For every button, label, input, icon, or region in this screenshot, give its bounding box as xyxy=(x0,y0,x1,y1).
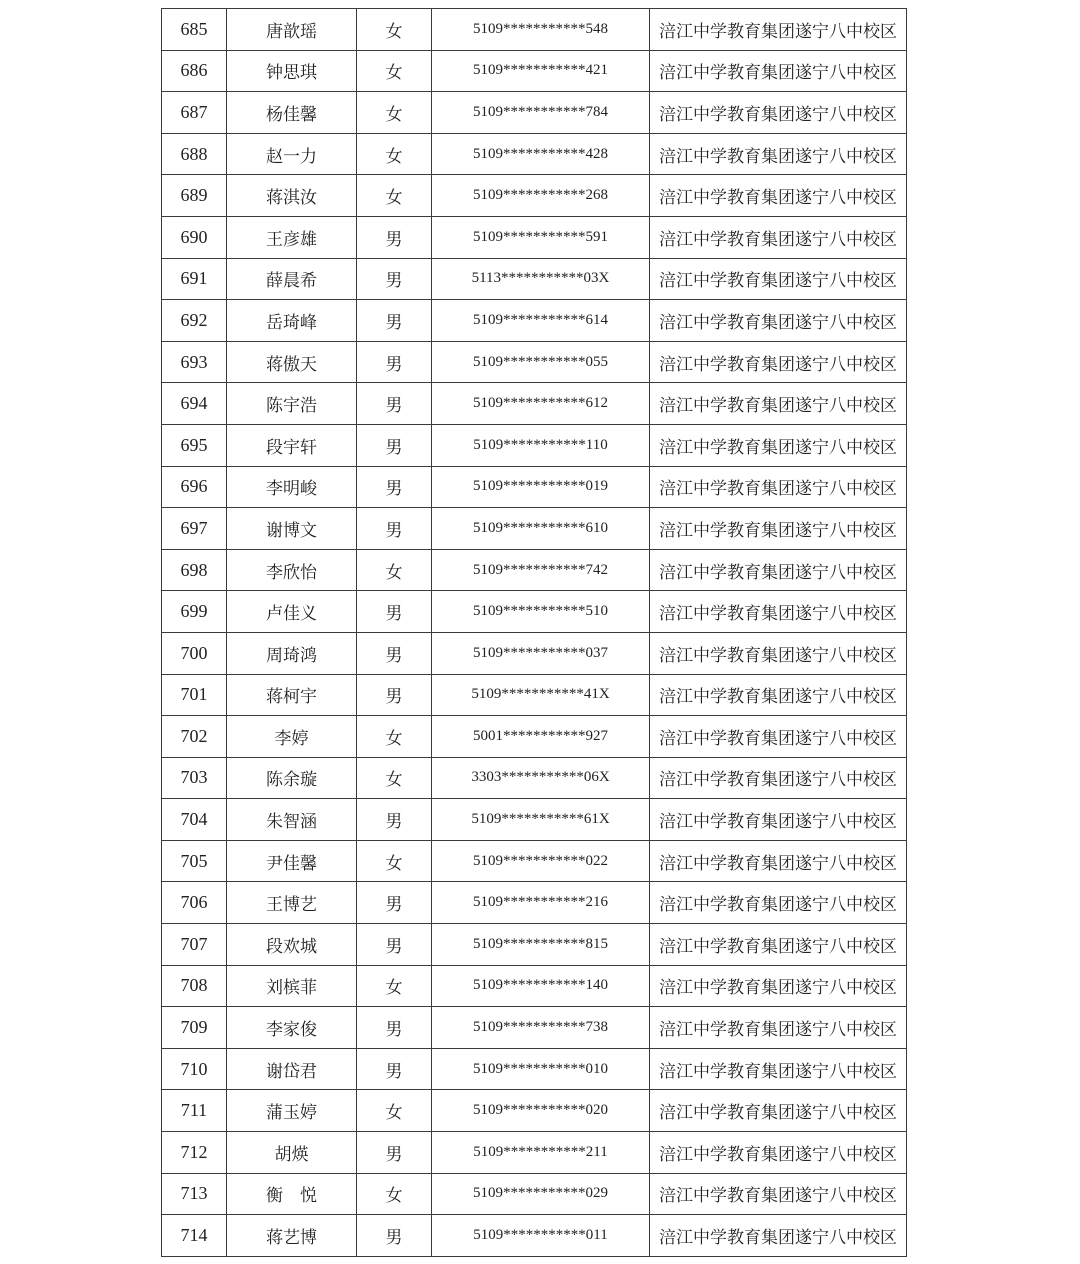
student-name: 蒋艺博 xyxy=(227,1215,357,1257)
school-name: 涪江中学教育集团遂宁八中校区 xyxy=(650,508,907,550)
row-number: 696 xyxy=(162,466,227,508)
student-id-number: 5109***********268 xyxy=(432,175,650,217)
student-gender: 男 xyxy=(357,632,432,674)
school-name: 涪江中学教育集团遂宁八中校区 xyxy=(650,258,907,300)
table-row xyxy=(162,216,907,258)
student-name: 薛晨希 xyxy=(227,258,357,300)
student-id-number: 5109***********510 xyxy=(432,591,650,633)
student-name: 刘槟菲 xyxy=(227,965,357,1007)
school-name: 涪江中学教育集团遂宁八中校区 xyxy=(650,965,907,1007)
student-gender: 女 xyxy=(357,175,432,217)
school-name: 涪江中学教育集团遂宁八中校区 xyxy=(650,216,907,258)
student-name: 杨佳馨 xyxy=(227,92,357,134)
student-name: 周琦鸿 xyxy=(227,632,357,674)
row-number: 695 xyxy=(162,424,227,466)
student-gender: 女 xyxy=(357,965,432,1007)
row-number: 691 xyxy=(162,258,227,300)
student-id-number: 5109***********020 xyxy=(432,1090,650,1132)
student-gender: 女 xyxy=(357,1090,432,1132)
student-gender: 女 xyxy=(357,50,432,92)
table-row xyxy=(162,840,907,882)
student-gender: 男 xyxy=(357,300,432,342)
school-name: 涪江中学教育集团遂宁八中校区 xyxy=(650,1007,907,1049)
student-gender: 女 xyxy=(357,1173,432,1215)
student-gender: 女 xyxy=(357,9,432,51)
table-row xyxy=(162,799,907,841)
student-name: 陈宇浩 xyxy=(227,383,357,425)
student-name: 蒲玉婷 xyxy=(227,1090,357,1132)
student-id-number: 5109***********738 xyxy=(432,1007,650,1049)
student-name: 王博艺 xyxy=(227,882,357,924)
row-number: 713 xyxy=(162,1173,227,1215)
row-number: 704 xyxy=(162,799,227,841)
table-row xyxy=(162,924,907,966)
table-row xyxy=(162,300,907,342)
row-number: 687 xyxy=(162,92,227,134)
school-name: 涪江中学教育集团遂宁八中校区 xyxy=(650,757,907,799)
student-id-number: 5109***********216 xyxy=(432,882,650,924)
student-gender: 女 xyxy=(357,757,432,799)
row-number: 692 xyxy=(162,300,227,342)
school-name: 涪江中学教育集团遂宁八中校区 xyxy=(650,840,907,882)
table-row xyxy=(162,424,907,466)
student-id-number: 5109***********211 xyxy=(432,1132,650,1174)
table-row xyxy=(162,466,907,508)
student-id-number: 5109***********029 xyxy=(432,1173,650,1215)
school-name: 涪江中学教育集团遂宁八中校区 xyxy=(650,1048,907,1090)
student-gender: 女 xyxy=(357,549,432,591)
table-row xyxy=(162,591,907,633)
table-row xyxy=(162,716,907,758)
school-name: 涪江中学教育集团遂宁八中校区 xyxy=(650,674,907,716)
student-id-number: 5109***********140 xyxy=(432,965,650,1007)
student-id-number: 5113***********03X xyxy=(432,258,650,300)
row-number: 690 xyxy=(162,216,227,258)
student-gender: 男 xyxy=(357,591,432,633)
school-name: 涪江中学教育集团遂宁八中校区 xyxy=(650,424,907,466)
roster-table xyxy=(161,8,907,1257)
table-row xyxy=(162,383,907,425)
table-row xyxy=(162,1048,907,1090)
student-name: 段欢城 xyxy=(227,924,357,966)
row-number: 699 xyxy=(162,591,227,633)
table-row xyxy=(162,632,907,674)
student-id-number: 5109***********010 xyxy=(432,1048,650,1090)
school-name: 涪江中学教育集团遂宁八中校区 xyxy=(650,1132,907,1174)
student-name: 朱智涵 xyxy=(227,799,357,841)
student-id-number: 5109***********41X xyxy=(432,674,650,716)
row-number: 703 xyxy=(162,757,227,799)
student-id-number: 5109***********591 xyxy=(432,216,650,258)
school-name: 涪江中学教育集团遂宁八中校区 xyxy=(650,175,907,217)
student-gender: 女 xyxy=(357,716,432,758)
student-gender: 男 xyxy=(357,1048,432,1090)
student-name: 谢岱君 xyxy=(227,1048,357,1090)
school-name: 涪江中学教育集团遂宁八中校区 xyxy=(650,466,907,508)
table-row xyxy=(162,1007,907,1049)
student-name: 蒋淇汝 xyxy=(227,175,357,217)
student-name: 李婷 xyxy=(227,716,357,758)
table-row xyxy=(162,9,907,51)
table-row xyxy=(162,258,907,300)
student-id-number: 5109***********610 xyxy=(432,508,650,550)
student-gender: 男 xyxy=(357,1215,432,1257)
school-name: 涪江中学教育集团遂宁八中校区 xyxy=(650,92,907,134)
student-name: 蒋柯宇 xyxy=(227,674,357,716)
school-name: 涪江中学教育集团遂宁八中校区 xyxy=(650,9,907,51)
student-id-number: 3303***********06X xyxy=(432,757,650,799)
table-row xyxy=(162,1215,907,1257)
row-number: 706 xyxy=(162,882,227,924)
row-number: 698 xyxy=(162,549,227,591)
student-gender: 男 xyxy=(357,424,432,466)
row-number: 714 xyxy=(162,1215,227,1257)
school-name: 涪江中学教育集团遂宁八中校区 xyxy=(650,383,907,425)
student-gender: 女 xyxy=(357,92,432,134)
student-gender: 男 xyxy=(357,216,432,258)
table-row xyxy=(162,92,907,134)
school-name: 涪江中学教育集团遂宁八中校区 xyxy=(650,1090,907,1132)
row-number: 697 xyxy=(162,508,227,550)
school-name: 涪江中学教育集团遂宁八中校区 xyxy=(650,799,907,841)
student-gender: 男 xyxy=(357,258,432,300)
row-number: 693 xyxy=(162,341,227,383)
table-row xyxy=(162,965,907,1007)
student-gender: 女 xyxy=(357,840,432,882)
student-name: 李家俊 xyxy=(227,1007,357,1049)
student-id-number: 5109***********61X xyxy=(432,799,650,841)
school-name: 涪江中学教育集团遂宁八中校区 xyxy=(650,591,907,633)
student-id-number: 5109***********022 xyxy=(432,840,650,882)
student-id-number: 5109***********428 xyxy=(432,133,650,175)
student-gender: 男 xyxy=(357,674,432,716)
student-id-number: 5109***********784 xyxy=(432,92,650,134)
row-number: 686 xyxy=(162,50,227,92)
row-number: 685 xyxy=(162,9,227,51)
student-name: 钟思琪 xyxy=(227,50,357,92)
student-name: 赵一力 xyxy=(227,133,357,175)
student-name: 衡 悦 xyxy=(227,1173,357,1215)
student-name: 唐歆瑶 xyxy=(227,9,357,51)
student-id-number: 5109***********815 xyxy=(432,924,650,966)
table-row xyxy=(162,508,907,550)
student-id-number: 5109***********055 xyxy=(432,341,650,383)
row-number: 709 xyxy=(162,1007,227,1049)
table-row xyxy=(162,133,907,175)
row-number: 701 xyxy=(162,674,227,716)
school-name: 涪江中学教育集团遂宁八中校区 xyxy=(650,1173,907,1215)
student-gender: 男 xyxy=(357,1132,432,1174)
school-name: 涪江中学教育集团遂宁八中校区 xyxy=(650,50,907,92)
row-number: 705 xyxy=(162,840,227,882)
student-id-number: 5109***********110 xyxy=(432,424,650,466)
row-number: 694 xyxy=(162,383,227,425)
table-row xyxy=(162,341,907,383)
student-name: 卢佳义 xyxy=(227,591,357,633)
table-row xyxy=(162,882,907,924)
student-name: 王彦雄 xyxy=(227,216,357,258)
student-id-number: 5109***********037 xyxy=(432,632,650,674)
roster-table-body xyxy=(162,9,907,1257)
student-gender: 男 xyxy=(357,924,432,966)
student-name: 李明峻 xyxy=(227,466,357,508)
student-name: 李欣怡 xyxy=(227,549,357,591)
student-gender: 男 xyxy=(357,341,432,383)
row-number: 688 xyxy=(162,133,227,175)
student-id-number: 5109***********011 xyxy=(432,1215,650,1257)
student-id-number: 5001***********927 xyxy=(432,716,650,758)
table-row xyxy=(162,1173,907,1215)
row-number: 707 xyxy=(162,924,227,966)
student-gender: 男 xyxy=(357,1007,432,1049)
student-name: 陈余璇 xyxy=(227,757,357,799)
student-id-number: 5109***********019 xyxy=(432,466,650,508)
school-name: 涪江中学教育集团遂宁八中校区 xyxy=(650,341,907,383)
table-row xyxy=(162,1132,907,1174)
school-name: 涪江中学教育集团遂宁八中校区 xyxy=(650,882,907,924)
student-name: 蒋傲天 xyxy=(227,341,357,383)
student-id-number: 5109***********614 xyxy=(432,300,650,342)
row-number: 712 xyxy=(162,1132,227,1174)
row-number: 711 xyxy=(162,1090,227,1132)
table-row xyxy=(162,50,907,92)
row-number: 700 xyxy=(162,632,227,674)
table-row xyxy=(162,549,907,591)
student-id-number: 5109***********421 xyxy=(432,50,650,92)
table-row xyxy=(162,674,907,716)
row-number: 689 xyxy=(162,175,227,217)
student-gender: 男 xyxy=(357,882,432,924)
school-name: 涪江中学教育集团遂宁八中校区 xyxy=(650,300,907,342)
student-name: 谢博文 xyxy=(227,508,357,550)
student-id-number: 5109***********742 xyxy=(432,549,650,591)
student-gender: 男 xyxy=(357,799,432,841)
row-number: 702 xyxy=(162,716,227,758)
student-gender: 男 xyxy=(357,466,432,508)
roster-table-container xyxy=(161,8,906,1257)
student-gender: 男 xyxy=(357,508,432,550)
student-name: 尹佳馨 xyxy=(227,840,357,882)
student-gender: 男 xyxy=(357,383,432,425)
student-id-number: 5109***********548 xyxy=(432,9,650,51)
row-number: 710 xyxy=(162,1048,227,1090)
school-name: 涪江中学教育集团遂宁八中校区 xyxy=(650,1215,907,1257)
student-name: 段宇轩 xyxy=(227,424,357,466)
table-row xyxy=(162,1090,907,1132)
table-row xyxy=(162,757,907,799)
school-name: 涪江中学教育集团遂宁八中校区 xyxy=(650,924,907,966)
student-id-number: 5109***********612 xyxy=(432,383,650,425)
student-name: 岳琦峰 xyxy=(227,300,357,342)
student-name: 胡煐 xyxy=(227,1132,357,1174)
school-name: 涪江中学教育集团遂宁八中校区 xyxy=(650,716,907,758)
school-name: 涪江中学教育集团遂宁八中校区 xyxy=(650,549,907,591)
school-name: 涪江中学教育集团遂宁八中校区 xyxy=(650,133,907,175)
table-row xyxy=(162,175,907,217)
school-name: 涪江中学教育集团遂宁八中校区 xyxy=(650,632,907,674)
student-gender: 女 xyxy=(357,133,432,175)
row-number: 708 xyxy=(162,965,227,1007)
